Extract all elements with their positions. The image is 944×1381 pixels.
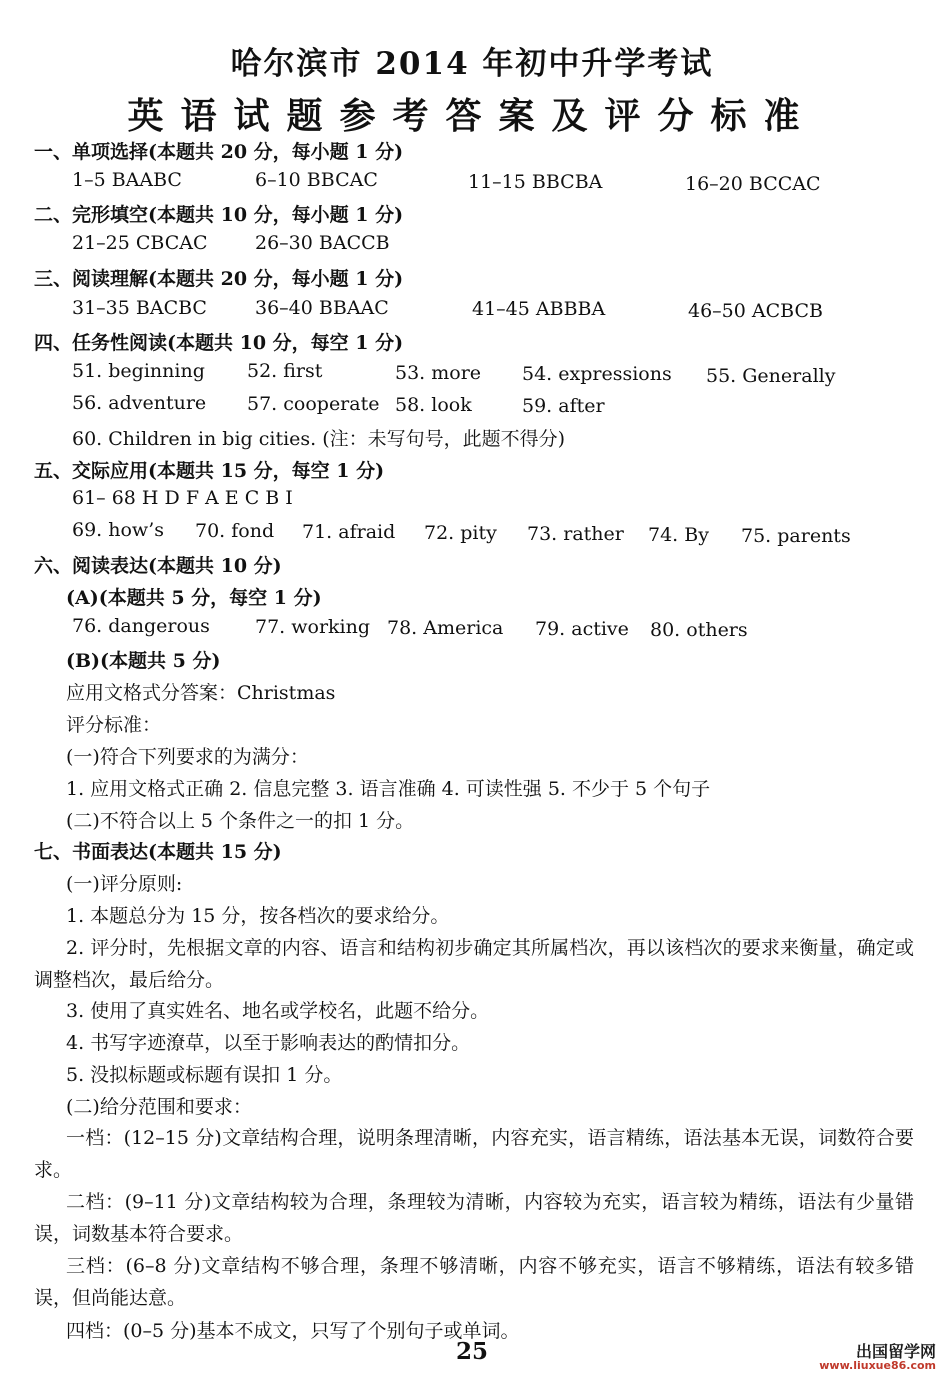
answer-item: 57. cooperate: [247, 393, 380, 415]
answer-item: 53. more: [395, 362, 482, 384]
text-line: 应用文格式分答案：Christmas: [66, 682, 336, 704]
text-line: (二)给分范围和要求：: [66, 1096, 252, 1118]
answer-item: 55. Generally: [706, 365, 836, 387]
answer-item: 78. America: [387, 617, 504, 639]
text-line: 1. 本题总分为 15 分，按各档次的要求给分。: [66, 905, 450, 927]
text-line: (一)评分原则:: [66, 873, 183, 895]
text-line: 3. 使用了真实姓名、地名或学校名，此题不给分。: [66, 1000, 490, 1022]
answer-item: 76. dangerous: [72, 615, 210, 637]
paragraph: 一档：(12–15 分)文章结构合理，说明条理清晰，内容充实，语言精练，语法基本无误，词数符合要求。: [34, 1127, 914, 1181]
answer-item: 56. adventure: [72, 392, 207, 414]
answer-item: 59. after: [522, 395, 605, 417]
text-line: (二)不符合以上 5 个条件之一的扣 1 分。: [66, 810, 415, 832]
paragraph: 2. 评分时，先根据文章的内容、语言和结构初步确定其所属档次，再以该档次的要求来衡量，确定或调整档次，最后给分。: [34, 937, 914, 991]
answer-group: 6–10 BBCAC: [255, 169, 378, 191]
answer-group: 11–15 BBCBA: [468, 171, 603, 193]
part-b-heading: (B)(本题共 5 分): [66, 650, 221, 672]
answer-item: 69. how’s: [72, 519, 164, 541]
answer-item: 79. active: [535, 618, 629, 640]
answer-item: 74. By: [648, 524, 709, 546]
answer-item: 72. pity: [424, 522, 497, 544]
watermark-url: www.liuxue86.com: [819, 1359, 936, 1372]
section-heading-2: 二、完形填空(本题共 10 分，每小题 1 分): [34, 204, 404, 226]
text-line: 四档：(0–5 分)基本不成文，只写了个别句子或单词。: [66, 1320, 520, 1342]
answer-group: 21–25 CBCAC: [72, 232, 208, 254]
answer-group: 31–35 BACBC: [72, 297, 207, 319]
answer-sequence: 61– 68 H D F A E C B I: [72, 487, 293, 509]
answer-item: 60. Children in big cities. (注：未写句号，此题不得分): [72, 428, 566, 450]
paragraph: 二档：(9–11 分)文章结构较为合理，条理较为清晰，内容较为充实，语言较为精练，语法有少量错误，词数基本符合要求。: [34, 1191, 914, 1245]
site-watermark: [806, 1339, 936, 1375]
answer-group: 41–45 ABBBA: [472, 298, 606, 320]
text-line: (一)符合下列要求的为满分：: [66, 746, 309, 768]
section-heading-5: 五、交际应用(本题共 15 分，每空 1 分): [34, 460, 385, 482]
text-line: 评分标准：: [66, 714, 162, 736]
section-heading-6: 六、阅读表达(本题共 10 分): [34, 555, 282, 577]
answer-group: 46–50 ACBCB: [688, 300, 823, 322]
text-line: 4. 书写字迹潦草，以至于影响表达的酌情扣分。: [66, 1032, 471, 1054]
answer-item: 52. first: [247, 360, 323, 382]
watermark-name: 出国留学网: [855, 1342, 936, 1361]
section-heading-3: 三、阅读理解(本题共 20 分，每小题 1 分): [34, 268, 404, 290]
text-line: 1. 应用文格式正确 2. 信息完整 3. 语言准确 4. 可读性强 5. 不少于 5 个句子: [66, 778, 711, 800]
paragraph: 三档：(6–8 分)文章结构不够合理，条理不够清晰，内容不够充实，语言不够精练，语法有较多错误，但尚能达意。: [34, 1255, 914, 1309]
answer-group: 26–30 BACCB: [255, 232, 390, 254]
page-number: 25: [455, 1338, 488, 1365]
answer-item: 58. look: [395, 394, 472, 416]
answer-item: 77. working: [255, 616, 371, 638]
page-subtitle: 英语试题参考答案及评分标准: [127, 95, 817, 137]
answer-item: 71. afraid: [302, 521, 396, 543]
answer-group: 1–5 BAABC: [72, 169, 182, 191]
answer-item: 54. expressions: [522, 363, 672, 385]
answer-group: 36–40 BBAAC: [255, 297, 389, 319]
answer-item: 51. beginning: [72, 360, 205, 382]
answer-item: 70. fond: [195, 520, 275, 542]
part-a-heading: (A)(本题共 5 分，每空 1 分): [66, 587, 322, 609]
answer-item: 75. parents: [741, 525, 851, 547]
section-heading-4: 四、任务性阅读(本题共 10 分，每空 1 分): [34, 332, 404, 354]
text-line: 5. 没拟标题或标题有误扣 1 分。: [66, 1064, 343, 1086]
answer-item: 80. others: [650, 619, 748, 641]
answer-group: 16–20 BCCAC: [685, 173, 821, 195]
answer-item: 73. rather: [527, 523, 624, 545]
section-heading-1: 一、单项选择(本题共 20 分，每小题 1 分): [34, 141, 404, 163]
page-title: 哈尔滨市 2014 年初中升学考试: [230, 46, 714, 82]
section-heading-7: 七、书面表达(本题共 15 分): [34, 841, 282, 863]
